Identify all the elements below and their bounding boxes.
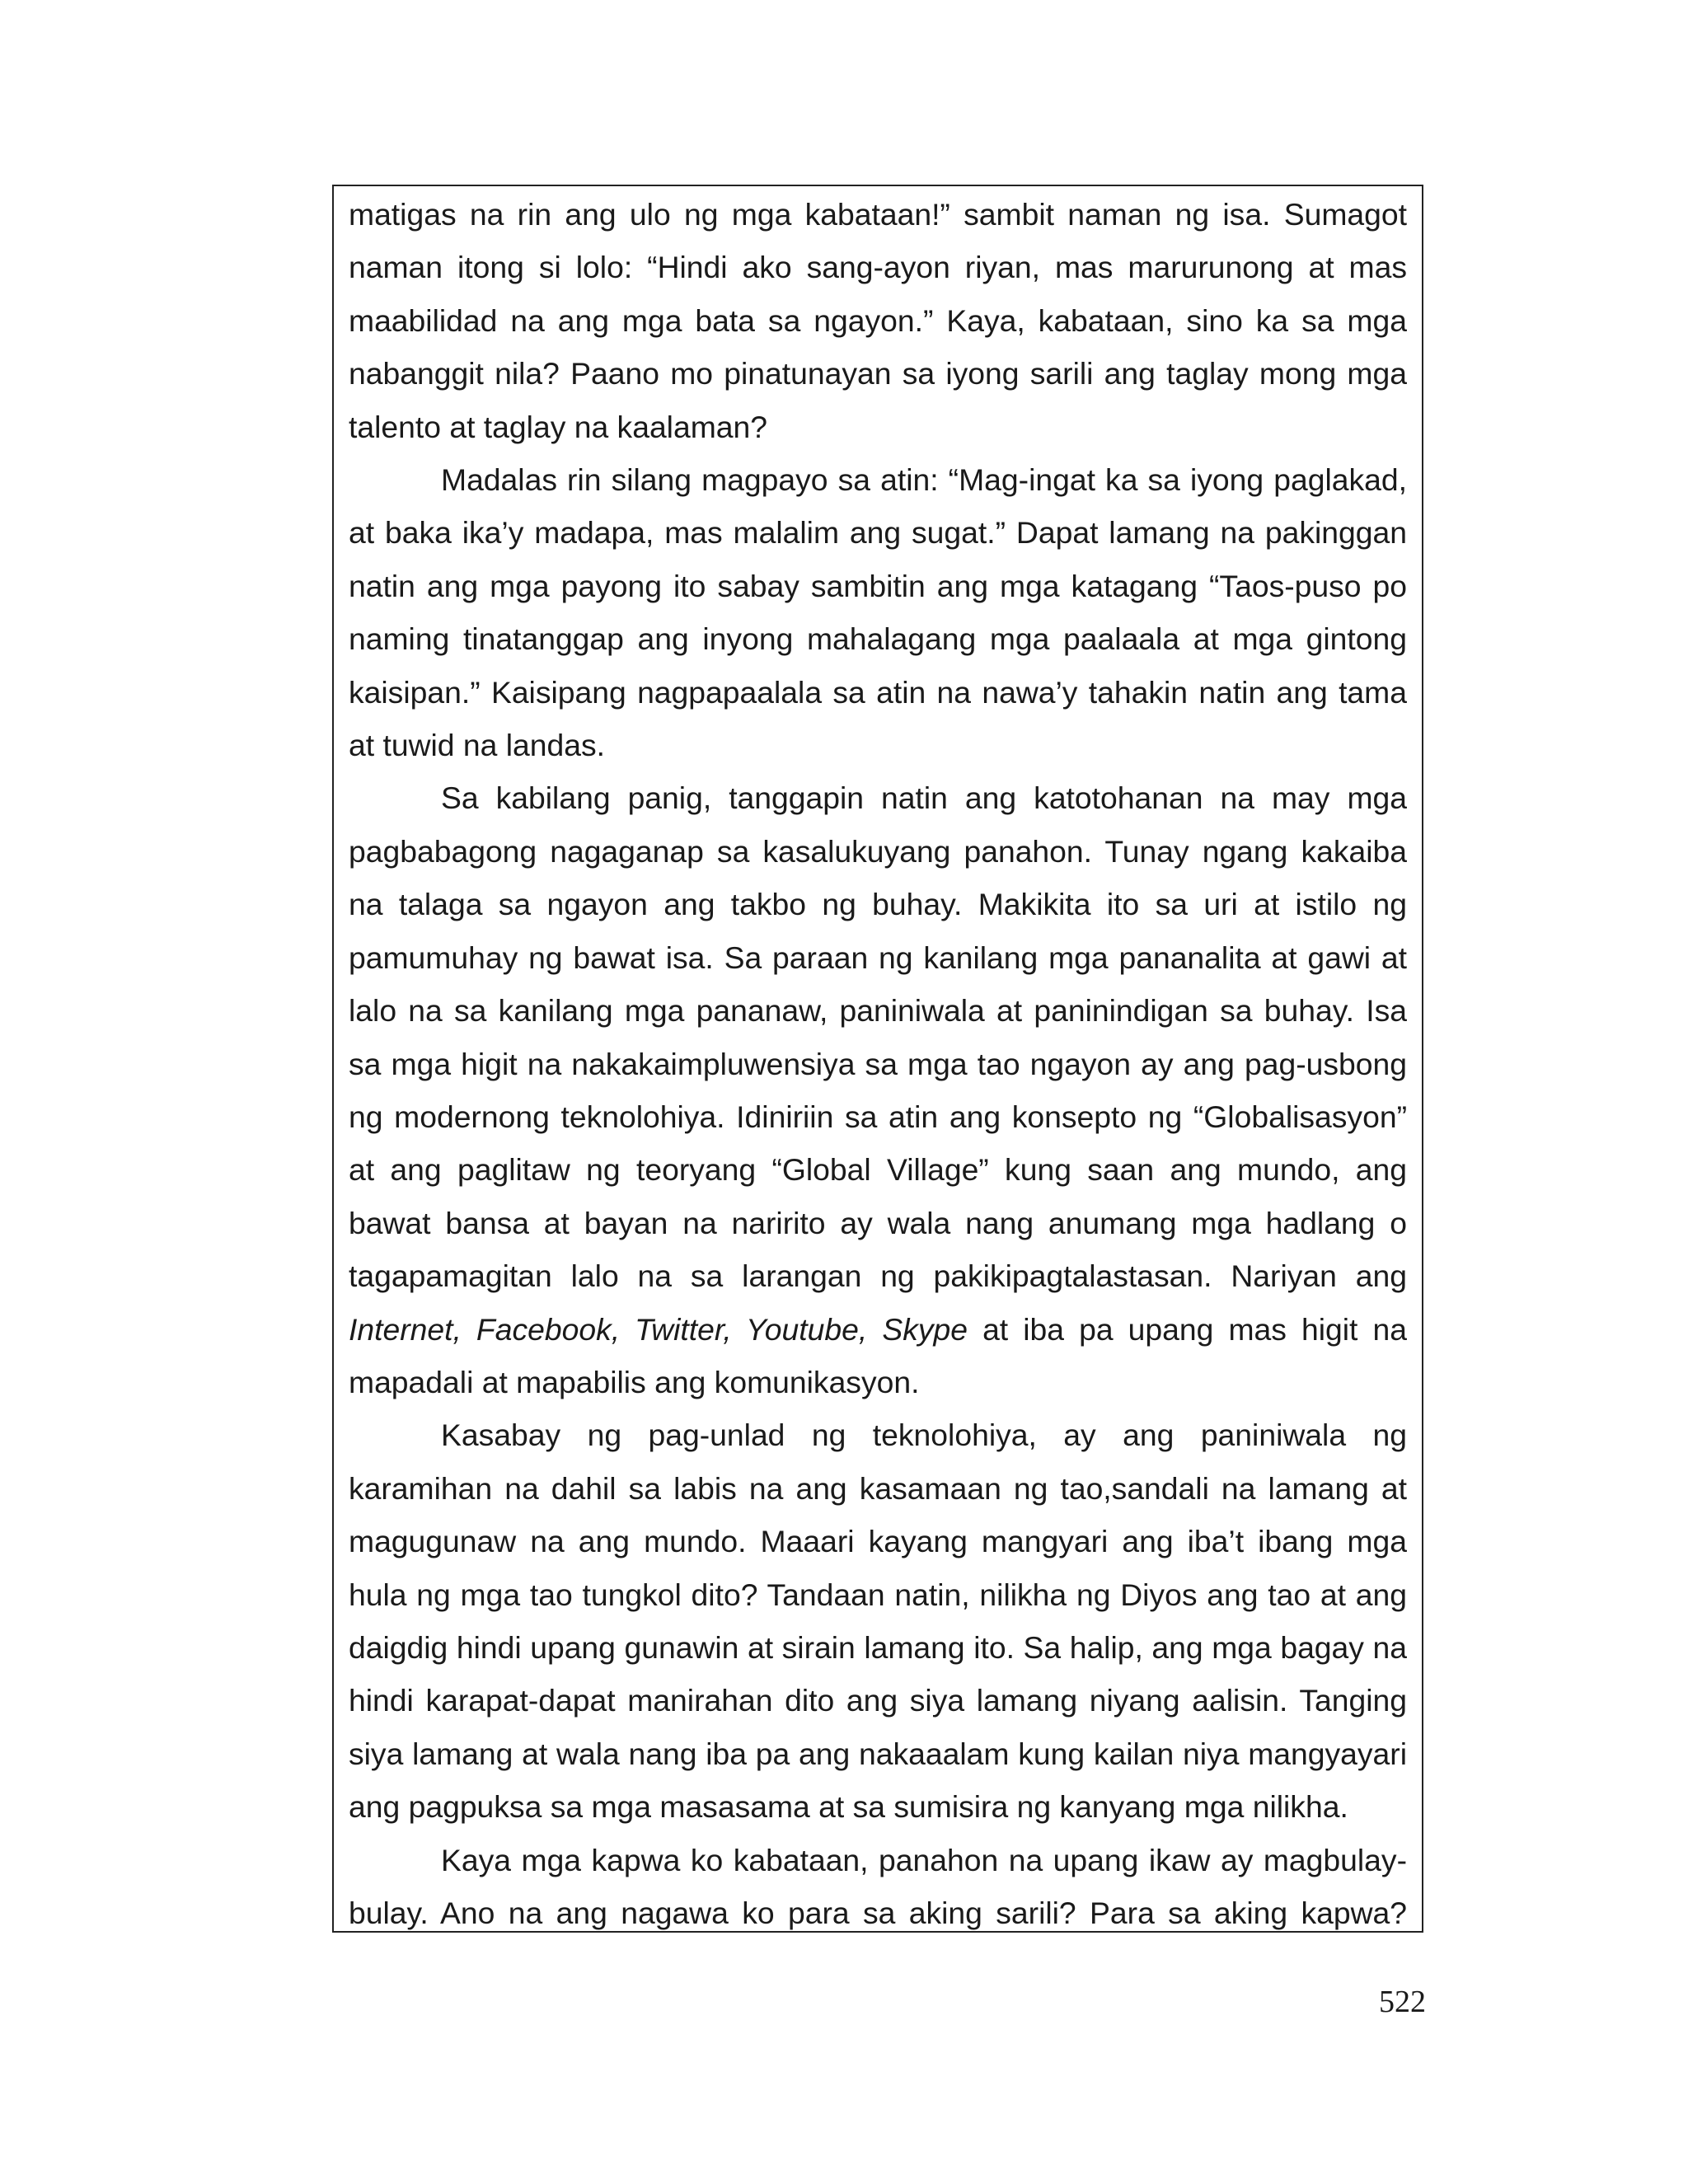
text-line: siya lamang at wala nang iba pa ang nakaaalam kung kailan niya mangyayari [349,1736,1407,1771]
text-line: sa mga higit na nakakaimpluwensiya sa mga tao ngayon ay ang pag-usbong [349,1046,1407,1081]
paragraph-1 [349,188,1407,453]
text-line: mapadali at mapabilis ang komunikasyon. [349,1364,920,1399]
text-line: nabanggit nila? Paano mo pinatunayan sa iyong sarili ang taglay mong mga [349,356,1407,391]
text-line: hula ng mga tao tungkol dito? Tandaan natin, nilikha ng Diyos ang tao at ang [349,1577,1407,1612]
text-line: Madalas rin silang magpayo sa atin: “Mag-ingat ka sa iyong paglakad, [441,462,1407,498]
page-number: 522 [1379,1985,1426,2019]
paragraph-5 [349,1834,1407,1933]
text-line: na talaga sa ngayon ang takbo ng buhay. Makikita ito sa uri at istilo ng [349,887,1407,922]
text-line: ang pagpuksa sa mga masasama at sa sumisira ng kanyang mga nilikha. [349,1789,1348,1825]
text-line-suffix: at iba pa upang mas higit na [967,1311,1407,1347]
text-line: magugunaw na ang mundo. Maaari kayang mangyari ang iba’t ibang mga [349,1524,1407,1559]
text-line: hindi karapat-dapat manirahan dito ang siya lamang niyang aalisin. Tanging [349,1683,1407,1718]
text-line: tagapamagitan lalo na sa larangan ng pakikipagtalastasan. Nariyan ang [349,1258,1407,1294]
text-line: at ang paglitaw ng teoryang “Global Village” kung saan ang mundo, ang [349,1152,1407,1188]
text-line: bulay. Ano na ang nagawa ko para sa aking sarili? Para sa aking kapwa? [349,1896,1407,1930]
paragraph-2 [349,453,1407,771]
text-line: maabilidad na ang mga bata sa ngayon.” Kaya, kabataan, sino ka sa mga [349,302,1407,338]
text-line: matigas na rin ang ulo ng mga kabataan!” sambit naman ng isa. Sumagot [349,197,1407,232]
text-line: daigdig hindi upang gunawin at sirain lamang ito. Sa halip, ang mga bagay na [349,1629,1407,1665]
text-line: pagbabagong nagaganap sa kasalukuyang panahon. Tunay ngang kakaiba [349,833,1407,869]
text-line: Kaya mga kapwa ko kabataan, panahon na upang ikaw ay magbulay- [441,1842,1407,1877]
text-line: karamihan na dahil sa labis na ang kasamaan ng tao,sandali na lamang at [349,1470,1407,1506]
italic-platform-names: Internet, Facebook, Twitter, Youtube, Skype [349,1311,968,1347]
text-line: talento at taglay na kaalaman? [349,409,768,444]
text-line: naming tinatanggap ang inyong mahalagang mga paalaala at mga gintong [349,621,1407,657]
text-frame [332,185,1423,1933]
text-line: ng modernong teknolohiya. Idiniriin sa atin ang konsepto ng “Globalisasyon” [349,1099,1407,1134]
text-line: at baka ika’y madapa, mas malalim ang sugat.” Dapat lamang na pakinggan [349,515,1407,551]
text-line: natin ang mga payong ito sabay sambitin ang mga katagang “Taos-puso po [349,568,1407,603]
text-line: naman itong si lolo: “Hindi ako sang-ayon riyan, mas marurunong at mas [349,250,1407,285]
text-line: Kasabay ng pag-unlad ng teknolohiya, ay ang paniniwala ng [441,1418,1407,1453]
text-line: Sa kabilang panig, tanggapin natin ang katotohanan na may mga [441,780,1407,816]
paragraph-4 [349,1408,1407,1833]
paragraph-3 [349,771,1407,1408]
text-line: kaisipan.” Kaisipang nagpapaalala sa atin na nawa’y tahakin natin ang tama [349,674,1407,710]
text-line: lalo na sa kanilang mga pananaw, paniniwala at paninindigan sa buhay. Isa [349,993,1407,1029]
text-line-italic-platforms [349,1303,1407,1356]
text-line: pamumuhay ng bawat isa. Sa paraan ng kanilang mga pananalita at gawi at [349,940,1407,975]
text-line: bawat bansa at bayan na naririto ay wala nang anumang mga hadlang o [349,1205,1407,1240]
text-line: at tuwid na landas. [349,728,606,763]
